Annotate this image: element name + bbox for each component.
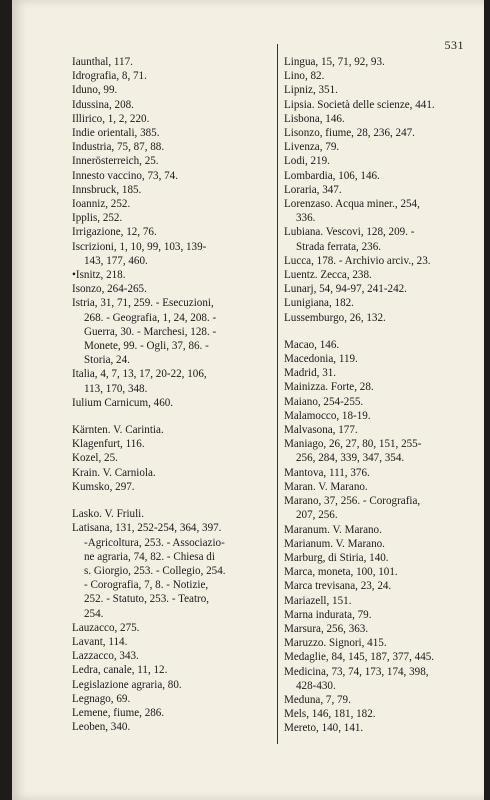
index-entry: Klagenfurt, 116. [72,438,145,451]
index-entry: Lauzacco, 275. [72,621,140,634]
index-entry: Mantova, 111, 376. [284,466,370,479]
index-entry: Lasko. V. Friuli. [72,508,145,521]
index-entry: - Corografia, 7, 8. - Notizie, [84,579,209,592]
index-entry: 254. [84,607,104,620]
index-entry: Maran. V. Marano. [284,480,368,493]
index-entry: Mels, 146, 181, 182. [284,708,376,721]
index-entry: Lemene, fiume, 286. [72,706,165,719]
index-entry: Indie orientali, 385. [72,127,160,140]
index-entry: Maruzzo. Signori, 415. [284,637,387,650]
index-entry: Loraria, 347. [284,183,342,196]
index-entry: Lombardia, 106, 146. [284,169,380,182]
index-entry: Innerösterreich, 25. [72,155,159,168]
index-entry: Lavant, 114. [72,635,128,648]
index-entry: Marianum. V. Marano. [284,537,385,550]
index-entry: 428-430. [296,679,336,692]
index-entry: Kumsko, 297. [72,480,135,493]
page-number: 531 [444,38,464,52]
index-entry: Marsura, 256, 363. [284,622,369,635]
index-entry: Medaglie, 84, 145, 187, 377, 445. [284,651,435,664]
index-entry: Krain. V. Carniola. [72,466,156,479]
index-entry: 143, 177, 460. [84,254,148,267]
index-entry: Marca, moneta, 100, 101. [284,566,398,579]
index-entry: Lorenzaso. Acqua miner., 254, [284,198,420,211]
index-entry: •Isnitz, 218. [72,269,126,282]
index-entry: Lubiana. Vescovi, 128, 209. - [284,226,415,239]
index-entry: Irrigazione, 12, 76. [72,226,157,239]
index-entry: 207, 256. [296,509,338,522]
index-entry: Iaunthal, 117. [72,56,133,68]
index-column-right [284,55,470,736]
index-entry: Marano, 37, 256. - Corografia, [284,495,421,508]
index-entry: 268. - Geografia, 1, 24, 208. - [84,311,217,324]
index-entry: Lingua, 15, 71, 92, 93. [284,56,385,68]
index-entry: 113, 170, 348. [84,382,148,395]
index-entry: Kozel, 25. [72,452,118,465]
index-entry: ne agraria, 74, 82. - Chiesa di [84,550,215,563]
index-entry: Illirico, 1, 2, 220. [72,112,150,125]
index-entry: 336. [296,212,316,225]
index-entry: Kärnten. V. Carintia. [72,424,164,437]
index-entry: Lodi, 219. [284,155,330,168]
index-entry: Livenza, 79. [284,141,340,154]
index-entry: Legislazione agraria, 80. [72,678,182,691]
index-entry: 256, 284, 339, 347, 354. [296,452,405,465]
index-entry: Mereto, 140, 141. [284,722,364,735]
index-entry: Mainizza. Forte, 28. [284,381,374,394]
index-entry: -Agricoltura, 253. - Associazio- [84,536,225,549]
index-entry: Monete, 99. - Ogli, 37, 86. - [84,340,209,353]
index-column-left [72,55,277,734]
index-entry: Mariazell, 151. [284,594,352,607]
index-entry: Guerra, 30. - Marchesi, 128. - [84,325,217,338]
index-entry: Idussina, 208. [72,98,134,111]
index-entry: Innesto vaccino, 73, 74. [72,169,178,182]
index-entry: Lucca, 178. - Archivio arciv., 23. [284,254,431,267]
index-entry: Maniago, 26, 27, 80, 151, 255- [284,438,422,451]
index-entry: Macedonia, 119. [284,353,358,366]
index-entry: Lussemburgo, 26, 132. [284,311,386,324]
index-entry: Ipplis, 252. [72,212,123,225]
index-entry: Istria, 31, 71, 259. - Esecuzioni, [72,297,214,310]
index-entry: Strada ferrata, 236. [296,240,382,253]
index-entry: Lisbona, 146. [284,112,345,125]
index-entry: Macao, 146. [284,338,340,351]
index-entry: Ledra, canale, 11, 12. [72,664,168,677]
index-entry: Meduna, 7, 79. [284,693,351,706]
index-entry: Medicina, 73, 74, 173, 174, 398, [284,665,429,678]
index-entry: Lisonzo, fiume, 28, 236, 247. [284,127,415,140]
index-entry: Ioanniz, 252. [72,198,131,211]
index-entry: Industria, 75, 87, 88. [72,141,165,154]
book-page [12,0,484,800]
index-entry: Marca trevisana, 23, 24. [284,580,392,593]
index-entry: Iscrizioni, 1, 10, 99, 103, 139- [72,240,207,253]
column-divider [277,44,278,744]
index-entry: Legnago, 69. [72,692,131,705]
index-entry: Innsbruck, 185. [72,183,142,196]
index-entry: Isonzo, 264-265. [72,283,147,296]
index-entry: Iduno, 99. [72,84,118,97]
index-entry: Malamocco, 18-19. [284,409,371,422]
index-entry: Marburg, di Stiria, 140. [284,551,389,564]
index-entry: Maiano, 254-255. [284,395,364,408]
index-entry: Idrografia, 8, 71. [72,70,147,83]
index-entry: Lazzacco, 343. [72,650,139,663]
index-entry: Lunarj, 54, 94-97, 241-242. [284,283,407,296]
index-entry: Italia, 4, 7, 13, 17, 20-22, 106, [72,368,207,381]
index-entry: Luentz. Zecca, 238. [284,269,372,282]
index-entry: Lino, 82. [284,70,325,83]
index-entry: Leoben, 340. [72,721,131,734]
index-entry: s. Giorgio, 253. - Collegio, 254. [84,564,226,577]
index-entry: Lipniz, 351. [284,84,338,97]
index-entry: Storia, 24. [84,354,130,367]
index-entry: Maranum. V. Marano. [284,523,382,536]
index-entry: Lipsia. Società delle scienze, 441. [284,98,435,111]
index-entry: Marna indurata, 79. [284,608,372,621]
index-entry: Lunigiana, 182. [284,297,354,310]
index-entry: Madrid, 31. [284,367,337,380]
index-entry: 252. - Statuto, 253. - Teatro, [84,593,210,606]
index-entry: Iulium Carnicum, 460. [72,396,174,409]
index-entry: Malvasona, 177. [284,424,358,437]
index-entry: Latisana, 131, 252-254, 364, 397. [72,522,222,535]
